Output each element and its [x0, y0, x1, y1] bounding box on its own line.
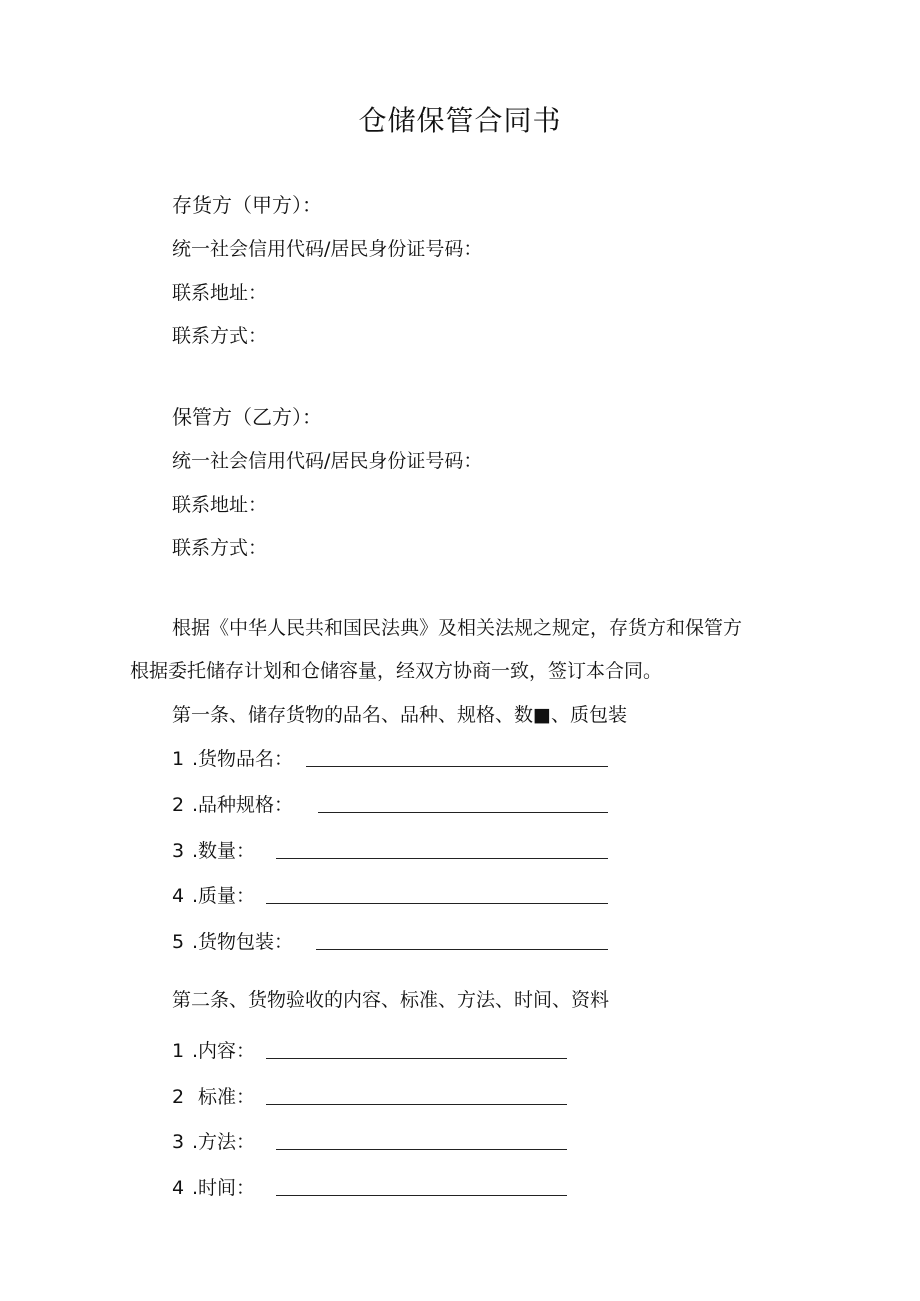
- article-1-item-3-blank[interactable]: [276, 858, 608, 859]
- item-label: .时间：: [192, 1177, 256, 1199]
- article-1-item: [172, 747, 293, 771]
- item-label: .货物品名：: [192, 748, 294, 770]
- article-2-heading: 第二条、货物验收的内容、标准、方法、时间、资料: [172, 989, 610, 1011]
- article-1-item: [172, 884, 255, 908]
- preamble-line-2: 根据委托储存计划和仓储容量，经双方协商一致，签订本合同。: [130, 660, 663, 682]
- item-number: 3: [172, 840, 185, 862]
- article-2-item: [172, 1130, 255, 1154]
- article-2-item: [172, 1039, 255, 1063]
- article-2-item: [172, 1176, 255, 1200]
- party-b-contact-label: 联系方式：: [172, 537, 268, 559]
- article-1-item-4-blank[interactable]: [266, 903, 608, 904]
- party-a-contact-label: 联系方式：: [172, 325, 268, 347]
- article-1-item-5-blank[interactable]: [316, 949, 608, 950]
- article-1-item-1-blank[interactable]: [306, 766, 608, 767]
- party-b-heading: 保管方（乙方）：: [172, 405, 322, 429]
- item-label: .货物包装：: [192, 931, 294, 953]
- item-number: 4: [172, 885, 185, 907]
- article-2-item-2-blank[interactable]: [266, 1104, 567, 1105]
- article-2-item-1-blank[interactable]: [266, 1058, 567, 1059]
- article-1-heading: 第一条、储存货物的品名、品种、规格、数■、质包装: [172, 704, 627, 726]
- article-2-item-4-blank[interactable]: [276, 1195, 567, 1196]
- article-2-item-3-blank[interactable]: [276, 1149, 567, 1150]
- item-label: .内容：: [192, 1040, 256, 1062]
- item-number: 2: [172, 1086, 185, 1108]
- party-b-id-label: 统一社会信用代码/居民身份证号码：: [172, 450, 483, 472]
- item-number: 3: [172, 1131, 185, 1153]
- item-number: 2: [172, 794, 185, 816]
- item-label: .品种规格：: [192, 794, 294, 816]
- article-1-item: [172, 839, 255, 863]
- article-1-item: [172, 793, 293, 817]
- item-number: 5: [172, 931, 185, 953]
- item-number: 1: [172, 748, 185, 770]
- preamble-line-1: 根据《中华人民共和国民法典》及相关法规之规定，存货方和保管方: [172, 617, 743, 639]
- document-title: 仓储保管合同书: [358, 104, 562, 137]
- item-number: 4: [172, 1177, 185, 1199]
- item-label: .方法：: [192, 1131, 256, 1153]
- party-b-address-label: 联系地址：: [172, 494, 268, 516]
- article-1-item-2-blank[interactable]: [318, 812, 608, 813]
- party-a-address-label: 联系地址：: [172, 282, 268, 304]
- item-label: .质量：: [192, 885, 256, 907]
- party-a-id-label: 统一社会信用代码/居民身份证号码：: [172, 238, 483, 260]
- party-a-heading: 存货方（甲方）：: [172, 193, 322, 217]
- item-label: .数量：: [192, 840, 256, 862]
- article-2-item: [172, 1085, 255, 1109]
- article-1-item: [172, 930, 293, 954]
- item-number: 1: [172, 1040, 185, 1062]
- item-label: 标准：: [198, 1086, 256, 1108]
